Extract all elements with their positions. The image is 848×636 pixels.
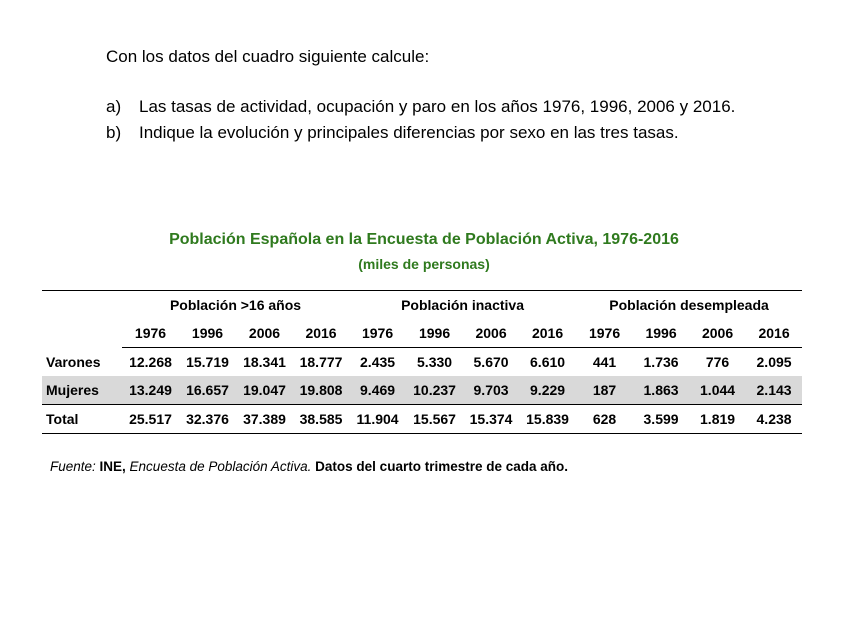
- table-row-total: [42, 405, 802, 434]
- table-cell: 11.904: [349, 405, 406, 434]
- table-cell: 9.229: [519, 376, 576, 405]
- table-cell: 187: [576, 376, 633, 405]
- group-header: Población desempleada: [576, 291, 802, 320]
- source-org: INE,: [95, 459, 130, 474]
- table-cell: 4.238: [746, 405, 802, 434]
- corner-cell: [42, 319, 122, 348]
- exercise-statement: [106, 44, 786, 146]
- table-cell: 38.585: [293, 405, 349, 434]
- source-survey: Encuesta de Población Activa.: [129, 459, 312, 474]
- table-cell: 1.736: [643, 354, 679, 370]
- table-cell: 15.567: [406, 405, 463, 434]
- year-header: 2016: [293, 319, 349, 348]
- table-cell: 10.237: [406, 376, 463, 405]
- table-cell: 9.469: [349, 376, 406, 405]
- table-subtitle: (miles de personas): [358, 256, 490, 272]
- question-item: [106, 120, 786, 146]
- year-header: 2006: [689, 319, 746, 348]
- table-cell: 15.839: [519, 405, 576, 434]
- table-cell: 1.044: [689, 376, 746, 405]
- row-label: Varones: [46, 353, 101, 370]
- population-table: [42, 290, 802, 434]
- year-header: 1976: [122, 319, 179, 348]
- year-header: 1996: [406, 319, 463, 348]
- table-cell: 2.095: [756, 354, 792, 370]
- table-cell: 5.330: [417, 354, 453, 370]
- question-list: [106, 94, 786, 146]
- question-item: [106, 94, 786, 120]
- table-cell: 2.435: [360, 354, 396, 370]
- question-text: Las tasas de actividad, ocupación y paro en los años 1976, 1996, 2006 y 2016.: [139, 97, 736, 116]
- year-header: 1996: [179, 319, 236, 348]
- year-header-row: [42, 319, 802, 348]
- corner-cell: [42, 291, 122, 320]
- table-cell: 18.341: [243, 354, 286, 370]
- table-cell: 15.719: [186, 354, 229, 370]
- year-header: 2016: [519, 319, 576, 348]
- row-label: Mujeres: [42, 376, 122, 405]
- year-header: 2006: [236, 319, 293, 348]
- table-cell: 5.670: [473, 354, 509, 370]
- table-cell: 6.610: [530, 354, 566, 370]
- table-cell: 37.389: [236, 405, 293, 434]
- source-detail: Datos del cuarto trimestre de cada año.: [311, 459, 569, 474]
- group-header: Población >16 años: [122, 291, 349, 320]
- table-cell: 19.047: [236, 376, 293, 405]
- year-header: 2006: [463, 319, 519, 348]
- question-marker: b): [106, 123, 122, 142]
- table-cell: 15.374: [463, 405, 519, 434]
- table-cell: 1.819: [689, 405, 746, 434]
- table-cell: 9.703: [463, 376, 519, 405]
- question-text: Indique la evolución y principales diferencias por sexo en las tres tasas.: [139, 123, 679, 142]
- year-header: 1996: [633, 319, 689, 348]
- table-cell: 19.808: [293, 376, 349, 405]
- table-cell: 25.517: [122, 405, 179, 434]
- source-prefix: Fuente:: [50, 459, 96, 474]
- table-cell: 776: [705, 354, 730, 370]
- table-cell: 628: [576, 405, 633, 434]
- table-title: Población Española en la Encuesta de Población Activa, 1976-2016: [169, 231, 679, 248]
- table-cell: 13.249: [122, 376, 179, 405]
- table-cell: 1.863: [633, 376, 689, 405]
- year-header: 1976: [349, 319, 406, 348]
- table-cell: 3.599: [633, 405, 689, 434]
- group-header-row: [42, 291, 802, 320]
- table-cell: 441: [592, 354, 617, 370]
- table-cell: 2.143: [746, 376, 802, 405]
- table-cell: 16.657: [179, 376, 236, 405]
- exercise-lead: Con los datos del cuadro siguiente calcule:: [106, 47, 430, 66]
- table-cell: 18.777: [299, 354, 343, 370]
- group-header: Población inactiva: [349, 291, 576, 320]
- table-row-varones: [42, 348, 802, 377]
- table-cell: 32.376: [179, 405, 236, 434]
- row-label: Total: [42, 405, 122, 434]
- year-header: 2016: [746, 319, 802, 348]
- source-note: [50, 459, 568, 474]
- table-row-mujeres: [42, 376, 802, 405]
- table-cell: 12.268: [129, 354, 172, 370]
- question-marker: a): [106, 97, 122, 116]
- year-header: 1976: [576, 319, 633, 348]
